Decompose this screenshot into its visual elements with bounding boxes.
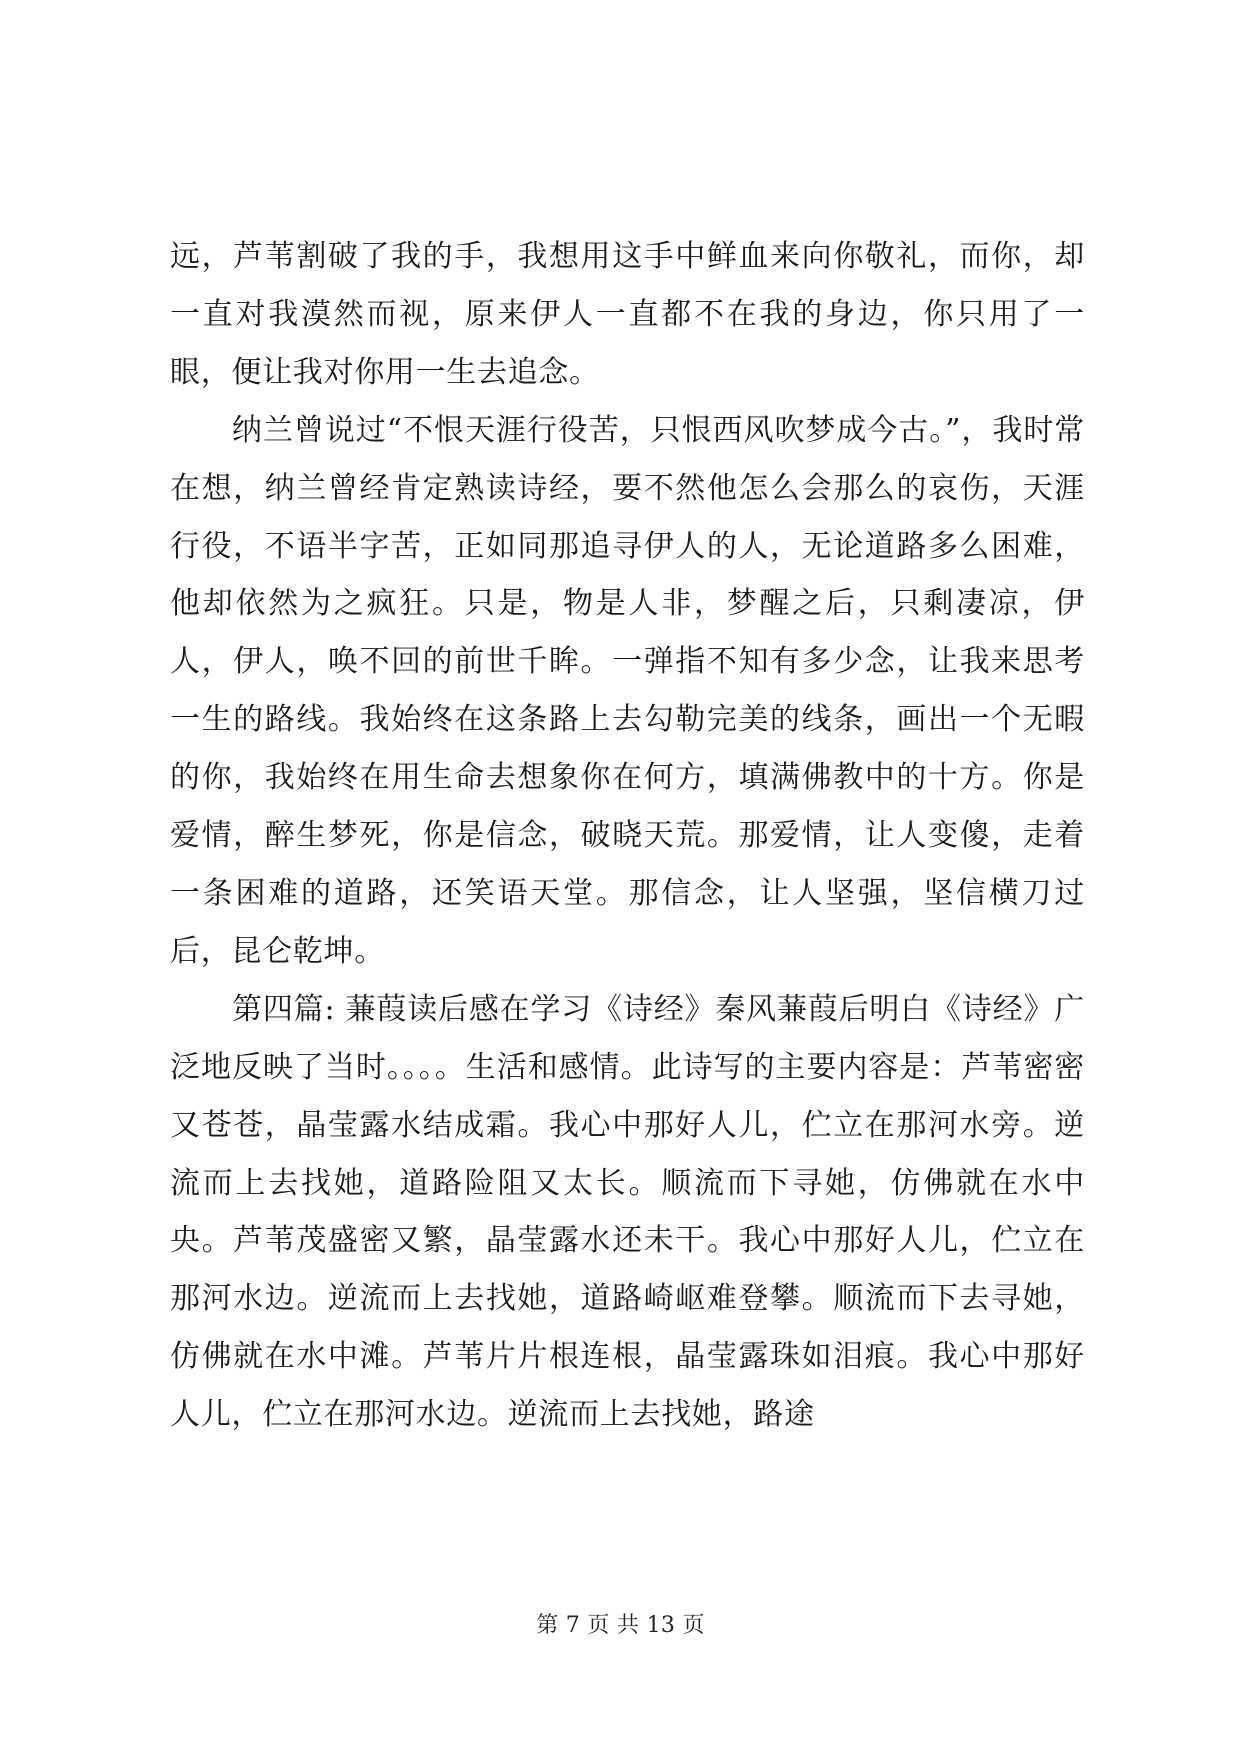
paragraph-3: 第四篇: 蒹葭读后感在学习《诗经》秦风蒹葭后明白《诗经》广泛地反映了当时。。。。生活和感情。此诗写的主要内容是：芦苇密密又苍苍，晶莹露水结成霜。我心中那好人儿，伫立在那河水旁。逆流而上去找她，道路险阻又太长。顺流而下寻她，仿佛就在水中央。芦苇茂盛密又繁，晶莹露水还未干。我心中那好人儿，伫立在那河水边。逆流而上去找她，道路崎岖难登攀。顺流而下去寻她，仿佛就在水中滩。芦苇片片根连根，晶莹露珠如泪痕。我心中那好人儿，伫立在那河水边。逆流而上去找她，路途 (170, 991, 1085, 1433)
document-body (170, 228, 1085, 1444)
page-footer: 第 7 页 共 13 页 (536, 1613, 705, 1638)
paragraph-2: 纳兰曾说过“不恨天涯行役苦，只恨西风吹梦成今古。”，我时常在想，纳兰曾经肯定熟读诗经，要不然他怎么会那么的哀伤，天涯行役，不语半字苦，正如同那追寻伊人的人，无论道路多么困难，他却依然为之疯狂。只是，物是人非，梦醒之后，只剩凄凉，伊人，伊人，唤不回的前世千眸。一弹指不知有多少念，让我来思考一生的路线。我始终在这条路上去勾勒完美的线条，画出一个无暇的你，我始终在用生命去想象你在何方，填满佛教中的十方。你是爱情，醉生梦死，你是信念，破晓天荒。那爱情，让人变傻，走着一条困难的道路，还笑语天堂。那信念，让人坚强，坚信横刀过后，昆仑乾坤。 (170, 412, 1085, 969)
paragraph-1: 远，芦苇割破了我的手，我想用这手中鲜血来向你敬礼，而你，却一直对我漠然而视，原来伊人一直都不在我的身边，你只用了一眼，便让我对你用一生去追念。 (170, 239, 1085, 390)
